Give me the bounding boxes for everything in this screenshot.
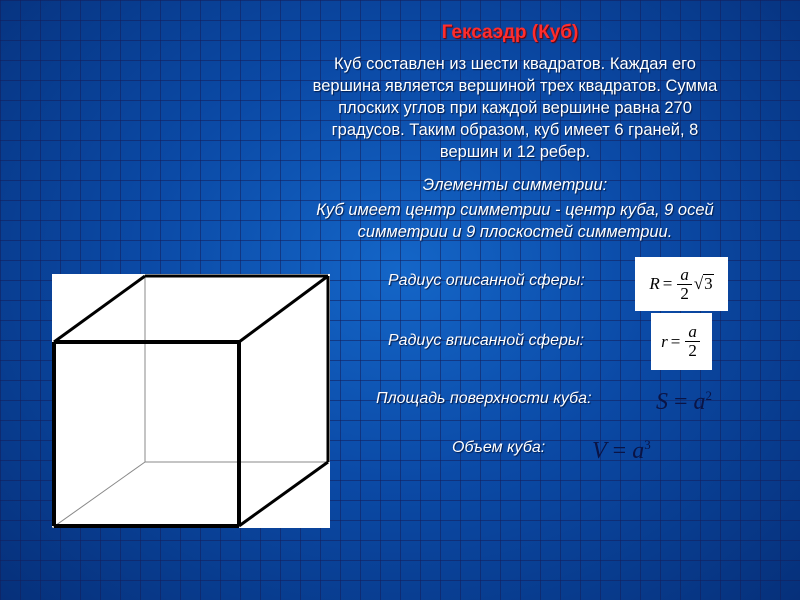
circumscribed-radius-formula	[635, 257, 728, 311]
cube-edge	[239, 276, 328, 342]
formula-exponent: 2	[705, 388, 713, 403]
surface-area-formula	[656, 388, 712, 416]
radicand: 3	[704, 274, 713, 293]
formula-base: a	[693, 389, 706, 415]
formula-fraction	[685, 323, 700, 360]
intro-line: вершина является вершиной трех квадратов. Сумма	[312, 77, 718, 95]
symmetry-line: Куб имеет центр симметрии - центр куба, 9 осей	[316, 201, 714, 219]
intro-line: градусов. Таким образом, куб имеет 6 граней, 8	[331, 121, 699, 139]
fraction-numerator: a	[685, 323, 700, 342]
formula-eq: =	[662, 274, 673, 293]
formula-eq: =	[670, 331, 681, 351]
hidden-edge	[52, 462, 145, 528]
intro-line: плоских углов при каждой вершине равна 270	[338, 99, 692, 117]
cube-edge	[54, 276, 145, 342]
formula-var: V	[592, 438, 607, 464]
cube-edge	[239, 462, 328, 526]
symmetry-heading: Элементы симметрии:	[422, 176, 608, 194]
intro-line: Куб составлен из шести квадратов. Каждая его	[333, 55, 696, 73]
surface-area-label: Площадь поверхности куба:	[376, 390, 592, 407]
formula-fraction	[677, 266, 692, 303]
formula-eq: =	[674, 389, 688, 415]
volume-formula	[592, 437, 651, 465]
formula-exponent: 3	[644, 437, 651, 452]
cube-illustration	[52, 274, 330, 528]
symmetry-line: симметрии и 9 плоскостей симметрии.	[357, 223, 673, 241]
fraction-denominator: 2	[688, 341, 697, 360]
square-root	[694, 274, 714, 294]
circumscribed-radius-label: Радиус описанной сферы:	[388, 272, 585, 289]
symmetry-text	[245, 199, 785, 243]
intro-paragraph	[245, 53, 785, 163]
formula-base: a	[632, 438, 645, 464]
inscribed-radius-label: Радиус вписанной сферы:	[388, 332, 585, 349]
intro-line: вершин и 12 ребер.	[439, 143, 591, 161]
formula-var: R	[649, 274, 660, 293]
formula-eq: =	[612, 438, 627, 464]
fraction-denominator: 2	[680, 283, 689, 303]
fraction-numerator: a	[677, 266, 692, 285]
formula-var: r	[661, 331, 668, 351]
slide-title: Гексаэдр (Куб)	[441, 22, 579, 43]
cube-drawing	[52, 274, 330, 528]
inscribed-radius-formula	[651, 313, 712, 370]
root-sign: √	[693, 274, 704, 293]
formula-var: S	[656, 389, 668, 415]
volume-label: Объем куба:	[452, 439, 546, 456]
